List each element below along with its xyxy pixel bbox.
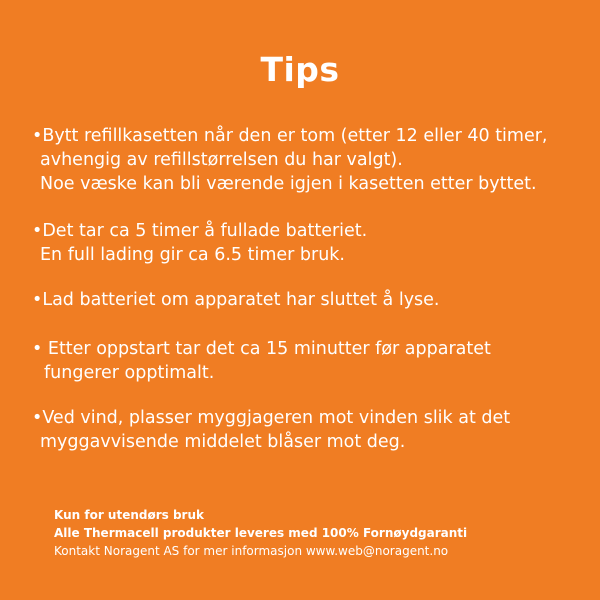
tip-line: En full lading gir ca 6.5 timer bruk. [40,245,345,265]
tip-recharge [32,288,440,312]
tip-startup [32,337,491,385]
tip-line: avhengig av refillstørrelsen du har valgt). [40,150,403,170]
tip-line: myggavvisende middelet blåser mot deg. [40,432,406,452]
footer-contact: Kontakt Noragent AS for mer informasjon www.web@noragent.no [54,544,449,558]
tip-line: •Det tar ca 5 timer å fullade batteriet. [32,221,368,241]
tip-line: •Lad batteriet om apparatet har sluttet å lyse. [32,290,440,310]
tip-line: •Ved vind, plasser myggjageren mot vinden slik at det [32,408,511,428]
tip-line: •Bytt refillkasetten når den er tom (etter 12 eller 40 timer, [32,126,548,146]
tip-line: Noe væske kan bli værende igjen i kasetten etter byttet. [40,174,537,194]
tip-wind [32,406,510,454]
page-title: Tips [260,50,340,89]
footer-outdoor-use: Kun for utendørs bruk [54,508,204,522]
tip-line: • Etter oppstart tar det ca 15 minutter før apparatet [32,339,491,359]
tip-refill [32,124,548,196]
tip-charging [32,219,367,267]
footer-guarantee: Alle Thermacell produkter leveres med 100% Fornøydgaranti [54,526,468,540]
tip-line: fungerer opptimalt. [44,363,215,383]
